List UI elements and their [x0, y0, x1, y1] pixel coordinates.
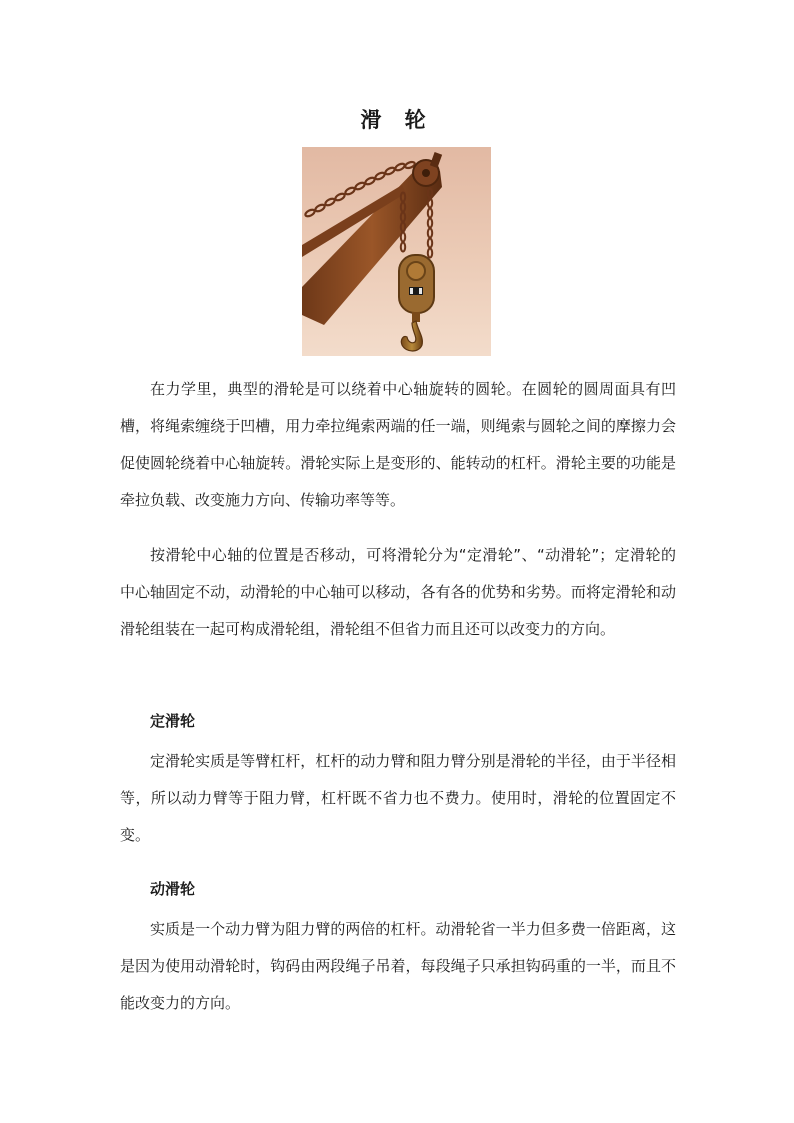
movable-pulley-paragraph: 实质是一个动力臂为阻力臂的两倍的杠杆。动滑轮省一半力但多费一倍距离，这是因为使用动滑轮时，钩码由两段绳子吊着，每段绳子只承担钩码重的一半，而且不能改变力的方向。 [120, 920, 676, 1012]
fixed-pulley-heading: 定滑轮 [150, 712, 196, 730]
intro-paragraph: 在力学里，典型的滑轮是可以绕着中心轴旋转的圆轮。在圆轮的圆周面具有凹槽，将绳索缠绕于凹槽，用力牵拉绳索两端的任一端，则绳索与圆轮之间的摩擦力会促使圆轮绕着中心轴旋转。滑轮实际上是变形的、能转动的杠杆。滑轮主要的功能是牵拉负载、改变施力方向、传输功率等等。 [120, 380, 676, 509]
classification-paragraph: 按滑轮中心轴的位置是否移动，可将滑轮分为“定滑轮”、“动滑轮”；定滑轮的中心轴固定不动，动滑轮的中心轴可以移动，各有各的优势和劣势。而将定滑轮和动滑轮组装在一起可构成滑轮组，滑轮组不但省力而且还可以改变力的方向。 [120, 546, 676, 638]
page-title: 滑 轮 [360, 108, 434, 132]
crane-pulley-hook-image [302, 147, 491, 356]
crane-illustration [302, 147, 491, 356]
movable-pulley-heading: 动滑轮 [150, 880, 196, 898]
fixed-pulley-paragraph: 定滑轮实质是等臂杠杆，杠杆的动力臂和阻力臂分别是滑轮的半径，由于半径相等，所以动力臂等于阻力臂，杠杆既不省力也不费力。使用时，滑轮的位置固定不变。 [120, 752, 676, 844]
sky-background [302, 147, 491, 356]
